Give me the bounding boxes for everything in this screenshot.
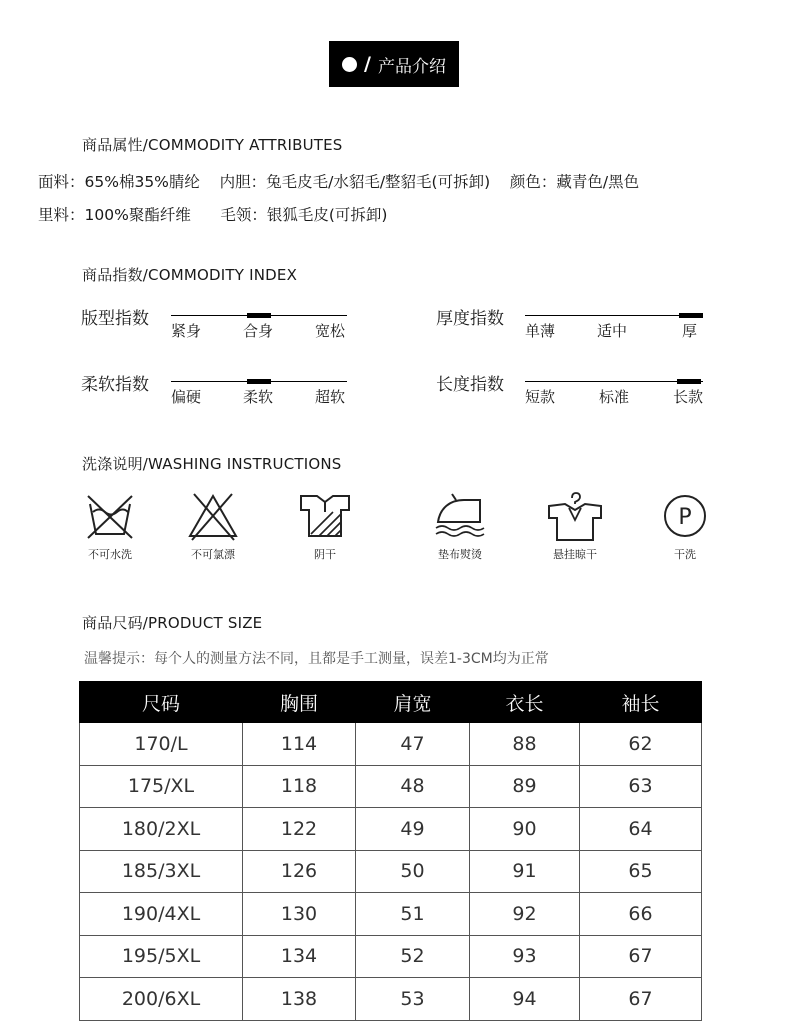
- table-row: [80, 723, 702, 766]
- iron-with-cloth-icon: [430, 490, 490, 542]
- table-cell: 89: [470, 765, 580, 808]
- softness-index-scale: [171, 369, 347, 406]
- slash-divider: /: [364, 53, 371, 75]
- washing-title: 洗涤说明/WASHING INSTRUCTIONS: [82, 455, 342, 473]
- no-bleach-icon: [186, 490, 240, 542]
- table-cell: 88: [470, 723, 580, 766]
- thickness-index-option: 适中: [597, 322, 628, 340]
- attributes-title: 商品属性/COMMODITY ATTRIBUTES: [82, 136, 343, 154]
- table-cell: 47: [356, 723, 470, 766]
- column-header: 肩宽: [356, 682, 470, 723]
- table-cell: 67: [580, 935, 702, 978]
- washing-item: [645, 490, 725, 562]
- table-cell: 190/4XL: [80, 893, 243, 936]
- table-cell: 50: [356, 850, 470, 893]
- dry-clean-icon: [660, 490, 710, 542]
- washing-item: [285, 490, 365, 562]
- table-cell: 114: [243, 723, 356, 766]
- table-row: [80, 978, 702, 1021]
- table-cell: 134: [243, 935, 356, 978]
- washing-label: 阴干: [314, 548, 336, 561]
- washing-label: 垫布熨烫: [438, 548, 482, 561]
- column-header: 胸围: [243, 682, 356, 723]
- washing-item: [535, 490, 615, 562]
- table-cell: 65: [580, 850, 702, 893]
- thickness-index-scale: [525, 303, 703, 340]
- table-cell: 48: [356, 765, 470, 808]
- table-cell: 94: [470, 978, 580, 1021]
- index-title: 商品指数/COMMODITY INDEX: [82, 266, 298, 284]
- size-note: 温馨提示：每个人的测量方法不同，且都是手工测量，误差1-3CM均为正常: [84, 651, 549, 667]
- length-index-option: 长款: [673, 388, 704, 406]
- length-index-marker: [677, 379, 701, 384]
- hang-dry-icon: [545, 490, 605, 542]
- table-cell: 66: [580, 893, 702, 936]
- softness-index-option: 柔软: [243, 388, 274, 406]
- washing-label: 不可氯漂: [191, 548, 235, 561]
- column-header: 袖长: [580, 682, 702, 723]
- table-cell: 126: [243, 850, 356, 893]
- table-row: [80, 808, 702, 851]
- washing-item: [70, 490, 150, 562]
- thickness-index-marker: [679, 313, 703, 318]
- table-cell: 63: [580, 765, 702, 808]
- no-wash-icon: [84, 490, 136, 542]
- table-cell: 53: [356, 978, 470, 1021]
- size-table-header: [80, 682, 702, 723]
- table-cell: 175/XL: [80, 765, 243, 808]
- washing-item: [420, 490, 500, 562]
- table-row: [80, 893, 702, 936]
- column-header: 尺码: [80, 682, 243, 723]
- washing-label: 干洗: [674, 548, 696, 561]
- table-cell: 138: [243, 978, 356, 1021]
- dry-clean-glyph: P: [678, 505, 692, 530]
- fit-index-option: 紧身: [171, 322, 202, 340]
- table-cell: 118: [243, 765, 356, 808]
- attributes-line-2: 里料：100%聚酯纤维 毛领：银狐毛皮(可拆卸): [38, 206, 388, 224]
- size-title: 商品尺码/PRODUCT SIZE: [82, 614, 263, 632]
- softness-index-label: 柔软指数: [81, 375, 149, 395]
- table-cell: 90: [470, 808, 580, 851]
- thickness-index-label: 厚度指数: [436, 309, 504, 329]
- softness-index-option: 超软: [315, 388, 346, 406]
- table-cell: 93: [470, 935, 580, 978]
- length-index-option: 短款: [525, 388, 556, 406]
- table-cell: 51: [356, 893, 470, 936]
- fit-index-scale: [171, 303, 347, 340]
- page-title: 产品介绍: [377, 56, 446, 77]
- table-cell: 49: [356, 808, 470, 851]
- length-index-option: 标准: [599, 388, 630, 406]
- table-cell: 64: [580, 808, 702, 851]
- table-cell: 185/3XL: [80, 850, 243, 893]
- table-cell: 92: [470, 893, 580, 936]
- table-cell: 130: [243, 893, 356, 936]
- table-cell: 62: [580, 723, 702, 766]
- length-index-scale: [525, 369, 704, 406]
- fit-index-option: 合身: [243, 322, 274, 340]
- section-title-badge: [329, 41, 459, 87]
- dot-icon: [342, 57, 357, 72]
- shade-dry-icon: [297, 490, 353, 542]
- fit-index-label: 版型指数: [81, 309, 149, 329]
- fit-index-option: 宽松: [315, 322, 346, 340]
- table-cell: 52: [356, 935, 470, 978]
- softness-index-marker: [247, 379, 271, 384]
- washing-item: [173, 490, 253, 562]
- size-table: [79, 681, 702, 1021]
- thickness-index-option: 单薄: [525, 322, 556, 340]
- attributes-line-1: 面料：65%棉35%腈纶 内胆：兔毛皮毛/水貂毛/整貂毛(可拆卸) 颜色：藏青色/黑色: [38, 173, 640, 191]
- table-row: [80, 850, 702, 893]
- thickness-index-option: 厚: [682, 322, 698, 340]
- fit-index-marker: [247, 313, 271, 318]
- table-row: [80, 765, 702, 808]
- table-cell: 122: [243, 808, 356, 851]
- table-cell: 170/L: [80, 723, 243, 766]
- table-cell: 67: [580, 978, 702, 1021]
- table-cell: 195/5XL: [80, 935, 243, 978]
- table-row: [80, 935, 702, 978]
- washing-label: 悬挂晾干: [553, 548, 597, 561]
- length-index-label: 长度指数: [436, 375, 504, 395]
- column-header: 衣长: [470, 682, 580, 723]
- table-cell: 91: [470, 850, 580, 893]
- table-cell: 200/6XL: [80, 978, 243, 1021]
- softness-index-option: 偏硬: [171, 388, 202, 406]
- table-cell: 180/2XL: [80, 808, 243, 851]
- washing-label: 不可水洗: [88, 548, 132, 561]
